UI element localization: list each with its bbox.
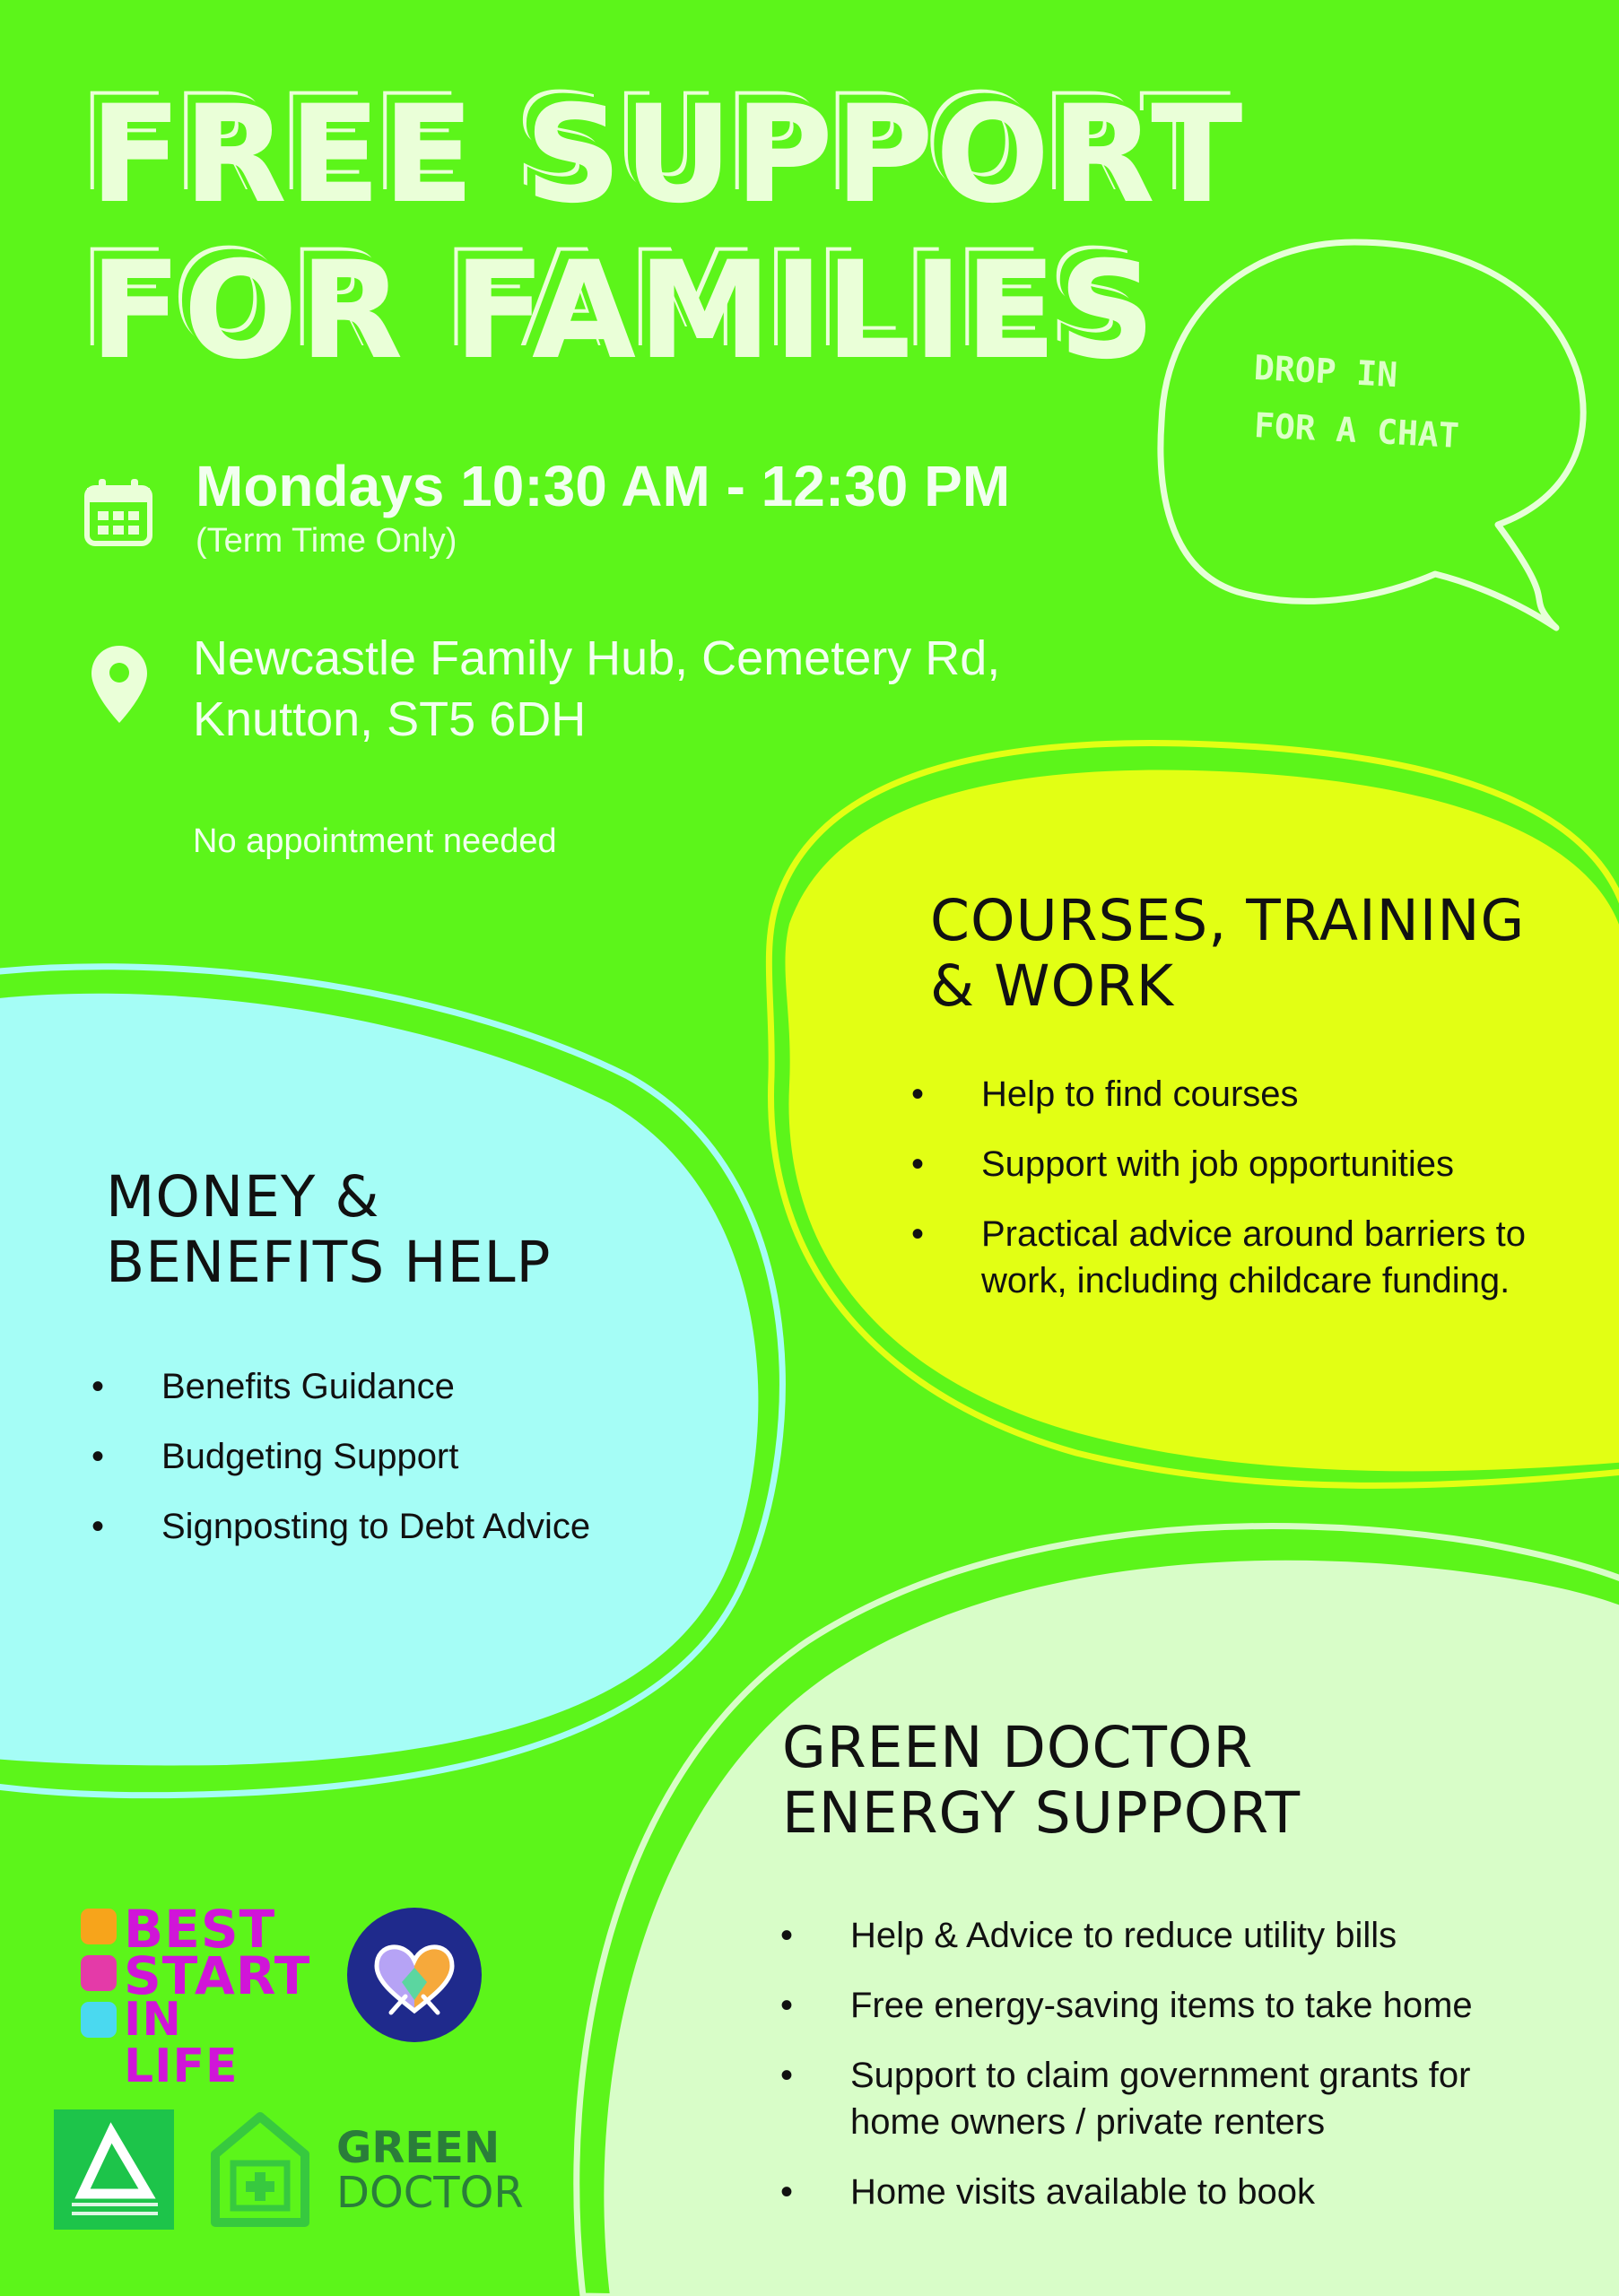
calendar-icon [83, 477, 154, 549]
schedule [196, 454, 1011, 561]
title-line-1: FREE SUPPORT [90, 77, 1245, 233]
list-item [780, 1982, 1550, 2029]
energy-title-line-1: GREEN DOCTOR [782, 1715, 1254, 1780]
courses-title [930, 888, 1525, 1019]
list-item-text: Support with job opportunities [981, 1144, 1454, 1184]
schedule-note: (Term Time Only) [196, 522, 457, 560]
list-item-text: Signposting to Debt Advice [161, 1507, 591, 1546]
logo-word-start: START [124, 1945, 311, 2006]
money-title-line-1: MONEY & [106, 1164, 380, 1230]
list-item [911, 1211, 1555, 1304]
list-item-text: Benefits Guidance [161, 1367, 455, 1406]
list-item [91, 1503, 700, 1550]
bullet: • [780, 2172, 794, 2212]
money-title-line-2: BENEFITS HELP [106, 1230, 552, 1295]
bullet: • [780, 1986, 794, 2025]
bullet: • [780, 1916, 794, 1955]
list-item-text: Free energy-saving items to take home [850, 1986, 1473, 2025]
logo-word-in-life: IN LIFE [124, 1993, 239, 2093]
address-line-1: Newcastle Family Hub, Cemetery Rd, [193, 631, 1001, 685]
list-item [780, 2169, 1550, 2215]
bullet: • [911, 1074, 925, 1114]
list-item-text: Budgeting Support [161, 1437, 459, 1476]
groundwork-logo [54, 2109, 174, 2230]
logo-word-best: BEST [124, 1899, 276, 1960]
list-item [911, 1141, 1555, 1187]
list-item-text: Support to claim government grants for home owners / private renters [850, 2056, 1471, 2142]
family-hub-heart-logo [346, 1907, 483, 2043]
energy-list [780, 1912, 1550, 2215]
list-item-text: Home visits available to book [850, 2172, 1316, 2212]
list-item [911, 1071, 1555, 1118]
list-item-text: Help to find courses [981, 1074, 1299, 1114]
bullet: • [780, 2056, 794, 2095]
list-item [780, 2052, 1550, 2145]
courses-title-line-1: COURSES, TRAINING [930, 888, 1526, 953]
speech-bubble-line-1: DROP IN [1252, 347, 1399, 396]
list-item-text: Help & Advice to reduce utility bills [850, 1916, 1397, 1955]
energy-title-line-2: ENERGY SUPPORT [782, 1780, 1301, 1846]
list-item [91, 1433, 700, 1480]
appointment-note: No appointment needed [193, 822, 557, 860]
list-item-text: Practical advice around barriers to work, including childcare funding. [981, 1214, 1526, 1300]
money-list [91, 1363, 700, 1550]
map-pin-icon [90, 644, 149, 725]
title-line-2: FOR FAMILIES [90, 233, 1158, 389]
green-doctor-house-icon [208, 2109, 312, 2230]
logo-square-orange [81, 1909, 117, 1944]
logo-square-pink [81, 1955, 117, 1991]
schedule-time: Mondays 10:30 AM - 12:30 PM [196, 454, 1011, 518]
money-title [106, 1164, 552, 1295]
green-doctor-word-2: DOCTOR [336, 2168, 524, 2218]
list-item [91, 1363, 700, 1410]
courses-title-line-2: & WORK [930, 953, 1175, 1019]
green-doctor-logo-text [336, 2123, 524, 2218]
address-line-2: Knutton, ST5 6DH [193, 692, 587, 746]
bullet: • [91, 1437, 105, 1476]
speech-bubble-line-2: FOR A CHAT [1253, 405, 1460, 456]
logo-square-cyan [81, 2002, 117, 2038]
bullet: • [91, 1507, 105, 1546]
bullet: • [91, 1367, 105, 1406]
bullet: • [911, 1144, 925, 1184]
courses-list [911, 1071, 1555, 1304]
bullet: • [911, 1214, 925, 1254]
address [193, 628, 1090, 750]
green-doctor-word-1: GREEN [336, 2123, 500, 2173]
list-item [780, 1912, 1550, 1959]
energy-title [782, 1715, 1301, 1846]
